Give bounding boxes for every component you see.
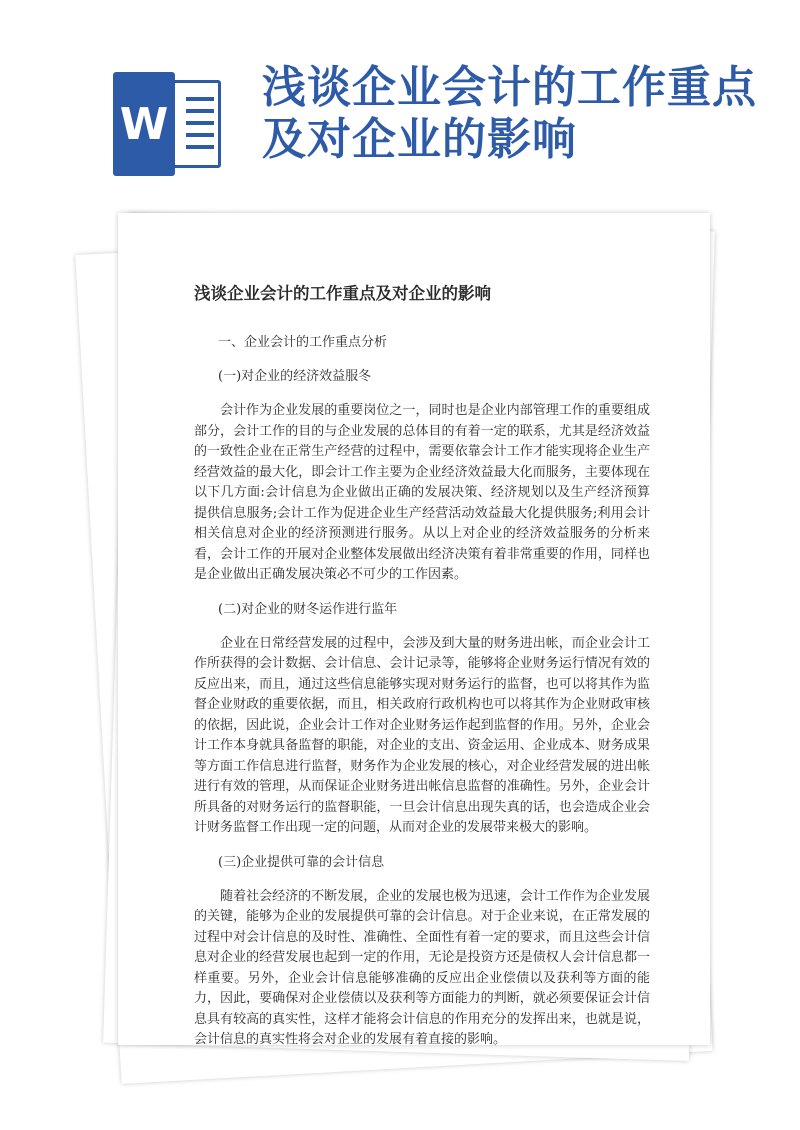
paragraph-3: 随着社会经济的不断发展，企业的发展也极为迅速，会计工作作为企业发展的关键，能够为企业的发展提供可靠的会计信息。对于企业来说，在正常发展的过程中对会计信息的及时性、准确性、全面性有着一定的要求，而且这些会计信息对企业的经营发展也起到一定的作用，无论是投资方还是债权人会计信息都一样重要。另外，企业会计信息能够准确的反应出企业偿债以及获利等方面的能力，因此，要确保对企业偿债以及获利等方面能力的判断，就必须要保证会计信息具有较高的真实性，这样才能将会计信息的作用充分的发挥出来，也就是说，会计信息的真实性将会对企业的发展有着直接的影响。 xyxy=(194,888,650,1047)
section-heading-1: 一、企业会计的工作重点分析 xyxy=(218,335,388,350)
subsection-heading-1: (一)对企业的经济效益服冬 xyxy=(218,369,372,384)
banner-title: 浅谈企业会计的工作重点及对企业的影响 xyxy=(262,62,757,165)
document-page xyxy=(118,213,710,1045)
subsection-heading-2: (二)对企业的财冬运作进行监年 xyxy=(218,601,398,617)
document-content xyxy=(194,283,650,1065)
paragraph-1: 会计作为企业发展的重要岗位之一，同时也是企业内部管理工作的重要组成部分，会计工作的目的与企业发展的总体目的有着一定的联系，尤其是经济效益的一致性企业在正常生产经营的过程中，需要依靠会计工作才能实现将企业生产经营效益的最大化，即会计工作主要为企业经济效益最大化而服务，主要体现在以下几方面:会计信息为企业做出正确的发展决策、经济规划以及生产经济预算提供信息服务;会计工作为促进企业生产经营活动效益最大化提供服务;利用会计相关信息对企业的经济预测进行服务。从以上对企业的经济效益服务的分析来看，会计工作的开展对企业整体发展做出经济决策有着非常重要的作用，同样也是企业做出正确发展决策必不可少的工作因素。 xyxy=(194,403,650,582)
document-title: 浅谈企业会计的工作重点及对企业的影响 xyxy=(194,284,491,303)
paragraph-2: 企业在日常经营发展的过程中，会涉及到大量的财务进出帐，而企业会计工作所获得的会计数据、会计信息、会计记录等，能够将企业财务运行情况有效的反应出来，而且，通过这些信息能够实现对财务运行的监督，也可以将其作为监督企业财政的重要依据，而且，相关政府行政机构也可以将其作为企业财政审核的依据，因此说，企业会计工作对企业财务运作起到监督的作用。另外，企业会计工作本身就具备监督的职能，对企业的支出、资金运用、企业成本、财务成果等方面工作信息进行监督，财务作为企业发展的核心，对企业经营发展的进出帐进行有效的管理，从而保证企业财务进出帐信息监督的准确性。另外，企业会计所具备的对财务运行的监督职能，一旦会计信息出现失真的话，也会造成企业会计财务监督工作出现一定的问题，从而对企业的发展带来极大的影响。 xyxy=(194,635,650,835)
word-logo-letter: W xyxy=(119,98,169,150)
banner xyxy=(0,0,800,200)
word-document-icon xyxy=(105,72,225,176)
subsection-heading-3: (三)企业提供可靠的会计信息 xyxy=(218,854,385,870)
word-logo-tile xyxy=(113,72,175,176)
